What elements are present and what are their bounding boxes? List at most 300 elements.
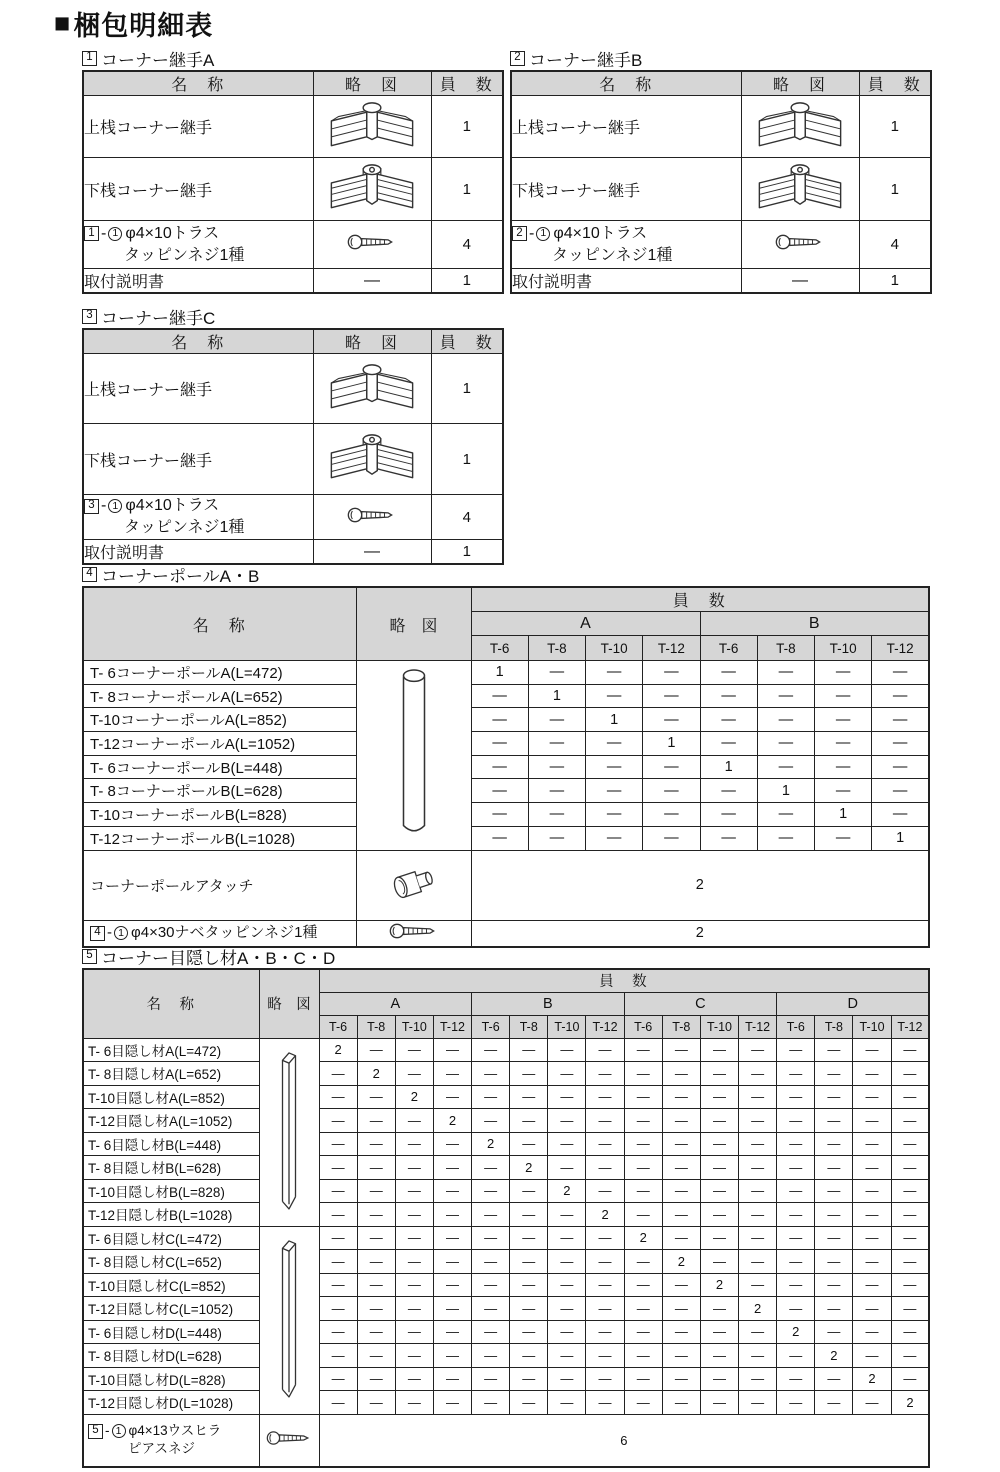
- qty-cell: —: [739, 1226, 777, 1250]
- hyphen: -: [529, 224, 535, 242]
- qty-cell: —: [872, 803, 929, 827]
- qty-cell: —: [815, 1179, 853, 1203]
- item-row: [83, 1273, 929, 1297]
- item-name-cell: T-10目隠し材D(L=828): [83, 1367, 259, 1391]
- qty-cell: —: [528, 803, 585, 827]
- qty-cell: —: [548, 1273, 586, 1297]
- item-name-cell: T- 6目隠し材D(L=448): [83, 1320, 259, 1344]
- sketch-cell: [356, 920, 471, 947]
- qty-cell: —: [739, 1250, 777, 1274]
- qty-cell: —: [643, 684, 700, 708]
- qty-cell: —: [891, 1203, 929, 1227]
- qty-cell: —: [319, 1179, 357, 1203]
- qty-cell: 1: [815, 803, 872, 827]
- item-name-cell: T-10目隠し材A(L=852): [83, 1085, 259, 1109]
- circled-number-icon: 1: [108, 499, 122, 513]
- qty-cell: —: [433, 1297, 471, 1321]
- qty-cell: —: [433, 1062, 471, 1086]
- qty-cell: —: [757, 708, 814, 732]
- qty-cell: 1: [859, 269, 931, 294]
- qty-cell: —: [471, 755, 528, 779]
- item-name: 取付説明書: [512, 274, 593, 291]
- qty-cell: —: [853, 1391, 891, 1415]
- qty-cell: —: [643, 708, 700, 732]
- column-header-name: 名 称: [83, 587, 356, 661]
- qty-cell: —: [357, 1156, 395, 1180]
- numbered-box-icon: 3: [84, 499, 99, 514]
- qty-cell: —: [739, 1085, 777, 1109]
- qty-cell: 1: [528, 684, 585, 708]
- qty-cell: —: [510, 1297, 548, 1321]
- table-label-text: コーナーポールA・B: [101, 566, 260, 586]
- item-row: [83, 1203, 929, 1227]
- qty-cell: —: [757, 684, 814, 708]
- size-header: T-6: [319, 1015, 357, 1038]
- qty-cell: —: [643, 803, 700, 827]
- sketch-cell: —: [313, 269, 431, 294]
- size-header: T-8: [757, 636, 814, 661]
- lower-corner-joint-icon: [754, 160, 846, 213]
- size-header: T-6: [472, 1015, 510, 1038]
- qty-cell: —: [586, 1062, 624, 1086]
- qty-cell: —: [357, 1109, 395, 1133]
- numbered-box-icon: 5: [88, 1424, 103, 1439]
- qty-cell: —: [624, 1156, 662, 1180]
- qty-cell: —: [777, 1085, 815, 1109]
- qty-cell: —: [472, 1109, 510, 1133]
- qty-cell: —: [510, 1132, 548, 1156]
- sketch-cell: [259, 1414, 319, 1467]
- qty-cell: —: [777, 1273, 815, 1297]
- sketch-cell: [741, 221, 859, 269]
- size-header: T-8: [662, 1015, 700, 1038]
- qty-cell: —: [510, 1273, 548, 1297]
- qty-cell: —: [586, 1250, 624, 1274]
- qty-cell: —: [510, 1226, 548, 1250]
- qty-cell: —: [891, 1132, 929, 1156]
- qty-cell: —: [395, 1320, 433, 1344]
- item-row: [83, 1156, 929, 1180]
- item-row: [83, 354, 503, 424]
- circled-number-icon: 1: [108, 227, 122, 241]
- qty-cell: —: [777, 1062, 815, 1086]
- qty-cell: —: [757, 732, 814, 756]
- qty-cell: —: [510, 1085, 548, 1109]
- qty-cell: —: [624, 1367, 662, 1391]
- qty-cell: —: [510, 1250, 548, 1274]
- table-label: [82, 564, 934, 584]
- qty-cell: 1: [859, 96, 931, 158]
- qty-cell: —: [624, 1344, 662, 1368]
- qty-cell: 4: [859, 221, 931, 269]
- qty-cell: —: [472, 1250, 510, 1274]
- qty-cell: —: [433, 1391, 471, 1415]
- size-header: T-8: [510, 1015, 548, 1038]
- item-name-cell: [511, 221, 741, 269]
- qty-cell: 2: [853, 1367, 891, 1391]
- qty-cell: —: [624, 1297, 662, 1321]
- upper-corner-joint-icon: [326, 98, 418, 151]
- qty-cell: —: [777, 1038, 815, 1062]
- qty-cell: —: [853, 1273, 891, 1297]
- item-name-cell: [511, 158, 741, 221]
- qty-cell: —: [586, 1297, 624, 1321]
- sketch-cell: [313, 354, 431, 424]
- qty-cell: —: [891, 1038, 929, 1062]
- qty-cell: —: [586, 1344, 624, 1368]
- qty-cell: —: [662, 1273, 700, 1297]
- qty-cell: —: [777, 1179, 815, 1203]
- qty-cell: —: [624, 1038, 662, 1062]
- item-name: φ4×10トラス: [553, 224, 648, 242]
- item-row: [83, 1062, 929, 1086]
- qty-cell: —: [700, 1156, 738, 1180]
- item-row: [83, 732, 929, 756]
- qty-cell: —: [891, 1062, 929, 1086]
- qty-cell: —: [510, 1203, 548, 1227]
- item-row: [83, 1226, 929, 1250]
- column-header-qty: 員 数: [319, 969, 929, 992]
- item-name-cell: [83, 540, 313, 565]
- item-row: [83, 1179, 929, 1203]
- item-name: 上桟コーナー継手: [512, 120, 641, 137]
- qty-cell: —: [395, 1132, 433, 1156]
- qty-cell: —: [700, 1038, 738, 1062]
- item-name-cell: T- 6コーナーポールB(L=448): [83, 755, 356, 779]
- size-header: T-12: [872, 636, 929, 661]
- blind-angle-icon: [276, 1044, 302, 1216]
- item-name-cell: T-12目隠し材D(L=1028): [83, 1391, 259, 1415]
- qty-cell: —: [319, 1391, 357, 1415]
- qty-cell: —: [815, 1085, 853, 1109]
- qty-cell: 2: [548, 1179, 586, 1203]
- qty-cell: —: [853, 1226, 891, 1250]
- table-label-text: コーナー継手A: [101, 50, 215, 70]
- qty-cell: —: [662, 1226, 700, 1250]
- item-name: 下桟コーナー継手: [84, 182, 213, 200]
- qty-cell: —: [700, 1226, 738, 1250]
- qty-cell: —: [624, 1085, 662, 1109]
- joint-table: [510, 70, 932, 294]
- qty-cell: —: [777, 1391, 815, 1415]
- numbered-box-icon: 5: [82, 949, 97, 964]
- qty-cell: —: [624, 1203, 662, 1227]
- table-label-text: コーナー目隠し材A・B・C・D: [101, 948, 336, 968]
- column-header-qty: 員 数: [471, 587, 929, 612]
- qty-cell: —: [433, 1344, 471, 1368]
- item-name-cell: T-12コーナーポールB(L=1028): [83, 826, 356, 850]
- qty-cell: —: [586, 1320, 624, 1344]
- qty-cell: —: [815, 661, 872, 685]
- qty-cell: 1: [431, 158, 503, 221]
- qty-cell: —: [433, 1250, 471, 1274]
- qty-cell: —: [586, 1273, 624, 1297]
- group-header: A: [319, 992, 472, 1015]
- qty-cell: —: [891, 1250, 929, 1274]
- qty-cell: —: [891, 1156, 929, 1180]
- numbered-box-icon: 4: [82, 567, 97, 582]
- item-row: [83, 540, 503, 565]
- qty-cell-merged: 2: [471, 850, 929, 920]
- qty-cell: —: [815, 1250, 853, 1274]
- qty-cell: —: [739, 1062, 777, 1086]
- qty-cell: —: [319, 1062, 357, 1086]
- item-name-cell: T-10コーナーポールA(L=852): [83, 708, 356, 732]
- item-row: [83, 1367, 929, 1391]
- qty-cell: —: [586, 1179, 624, 1203]
- qty-cell: —: [395, 1179, 433, 1203]
- qty-cell: —: [662, 1320, 700, 1344]
- qty-cell: —: [739, 1367, 777, 1391]
- table-label: [82, 306, 508, 326]
- item-name-line2: タッピンネジ1種: [552, 246, 673, 264]
- qty-cell: —: [586, 684, 643, 708]
- item-row: [83, 1320, 929, 1344]
- item-row: [83, 755, 929, 779]
- qty-cell: 2: [662, 1250, 700, 1274]
- qty-cell: —: [586, 1156, 624, 1180]
- item-row: [511, 221, 931, 269]
- item-name: コーナーポールアタッチ: [90, 877, 254, 895]
- item-row: [511, 269, 931, 294]
- size-header: T-12: [891, 1015, 929, 1038]
- pan-screw-icon: [389, 921, 439, 941]
- qty-cell: —: [777, 1344, 815, 1368]
- item-name: 上桟コーナー継手: [84, 382, 213, 399]
- qty-cell: —: [357, 1203, 395, 1227]
- qty-cell: —: [662, 1038, 700, 1062]
- qty-cell: —: [891, 1320, 929, 1344]
- qty-cell: —: [815, 1062, 853, 1086]
- qty-cell: —: [624, 1320, 662, 1344]
- qty-cell: —: [662, 1132, 700, 1156]
- qty-cell: —: [433, 1085, 471, 1109]
- qty-cell: 1: [431, 540, 503, 565]
- qty-cell: 2: [891, 1391, 929, 1415]
- qty-cell: —: [757, 755, 814, 779]
- item-row: [83, 803, 929, 827]
- qty-cell: —: [739, 1344, 777, 1368]
- numbered-box-icon: 1: [84, 226, 99, 241]
- qty-cell: —: [586, 732, 643, 756]
- qty-cell: —: [548, 1156, 586, 1180]
- qty-cell: —: [700, 779, 757, 803]
- qty-cell: —: [395, 1391, 433, 1415]
- qty-cell: —: [586, 1226, 624, 1250]
- pole-attach-icon: [387, 861, 441, 905]
- qty-cell: —: [319, 1109, 357, 1133]
- qty-cell-merged: 2: [471, 920, 929, 947]
- size-header: T-12: [643, 636, 700, 661]
- qty-cell: —: [528, 755, 585, 779]
- qty-cell: 2: [586, 1203, 624, 1227]
- circled-number-icon: 1: [114, 926, 128, 940]
- lower-corner-joint-icon: [326, 430, 418, 483]
- qty-cell: —: [815, 1320, 853, 1344]
- qty-cell: —: [643, 779, 700, 803]
- qty-cell: 1: [700, 755, 757, 779]
- qty-cell: —: [700, 708, 757, 732]
- qty-cell: —: [662, 1344, 700, 1368]
- attach-row: [83, 850, 929, 920]
- circled-number-icon: 1: [536, 227, 550, 241]
- item-name-cell: T- 8目隠し材A(L=652): [83, 1062, 259, 1086]
- qty-cell: —: [433, 1179, 471, 1203]
- qty-cell: —: [624, 1391, 662, 1415]
- item-name: φ4×13ウスヒラ: [128, 1423, 222, 1439]
- qty-cell: —: [700, 803, 757, 827]
- qty-cell: —: [815, 1273, 853, 1297]
- qty-cell: —: [891, 1297, 929, 1321]
- sketch-cell: [313, 96, 431, 158]
- qty-cell: —: [586, 826, 643, 850]
- qty-cell: —: [395, 1367, 433, 1391]
- qty-cell: —: [586, 661, 643, 685]
- column-header-sketch: 略 図: [259, 969, 319, 1038]
- qty-cell: —: [624, 1109, 662, 1133]
- qty-cell: —: [528, 826, 585, 850]
- item-row: [511, 96, 931, 158]
- qty-cell: —: [319, 1203, 357, 1227]
- qty-cell: —: [662, 1391, 700, 1415]
- qty-cell: —: [510, 1062, 548, 1086]
- truss-screw-icon: [775, 232, 825, 252]
- joint-table: [82, 328, 504, 565]
- item-name-cell: [511, 269, 741, 294]
- qty-cell: —: [357, 1297, 395, 1321]
- qty-cell: —: [357, 1085, 395, 1109]
- qty-cell: —: [395, 1109, 433, 1133]
- numbered-box-icon: 2: [512, 226, 527, 241]
- size-header: T-12: [739, 1015, 777, 1038]
- qty-cell: —: [357, 1344, 395, 1368]
- table-label: [510, 48, 936, 68]
- qty-cell: —: [891, 1226, 929, 1250]
- qty-cell: 1: [643, 732, 700, 756]
- qty-cell: —: [510, 1038, 548, 1062]
- item-row: [83, 1085, 929, 1109]
- group-header: B: [472, 992, 625, 1015]
- qty-cell: —: [472, 1038, 510, 1062]
- sketch-cell: —: [313, 540, 431, 565]
- qty-cell: —: [510, 1320, 548, 1344]
- qty-cell: —: [815, 1391, 853, 1415]
- column-header-name: 名 称: [83, 329, 313, 354]
- qty-cell: 1: [431, 354, 503, 424]
- qty-cell: —: [700, 1344, 738, 1368]
- column-header-qty: 員 数: [431, 71, 503, 96]
- qty-cell: —: [357, 1250, 395, 1274]
- qty-cell: 2: [700, 1273, 738, 1297]
- qty-cell: —: [395, 1203, 433, 1227]
- column-header-qty: 員 数: [859, 71, 931, 96]
- blind-angle-icon: [276, 1232, 302, 1404]
- qty-cell: —: [700, 1085, 738, 1109]
- qty-cell: —: [433, 1226, 471, 1250]
- size-header: T-6: [700, 636, 757, 661]
- item-name-line2: タッピンネジ1種: [124, 246, 245, 264]
- qty-cell: 1: [859, 158, 931, 221]
- qty-cell: —: [548, 1203, 586, 1227]
- hyphen: -: [101, 224, 107, 242]
- qty-cell: —: [739, 1179, 777, 1203]
- item-row: [83, 684, 929, 708]
- size-header: T-10: [548, 1015, 586, 1038]
- sketch-cell: [259, 1226, 319, 1414]
- column-header-qty: 員 数: [431, 329, 503, 354]
- qty-cell: —: [815, 684, 872, 708]
- qty-cell: —: [433, 1132, 471, 1156]
- qty-cell: —: [643, 755, 700, 779]
- item-row: [511, 158, 931, 221]
- qty-cell: 2: [395, 1085, 433, 1109]
- sketch-cell: [356, 661, 471, 851]
- column-header-sketch: 略 図: [356, 587, 471, 661]
- item-name-cell: [83, 495, 313, 540]
- item-name-line2: タッピンネジ1種: [124, 519, 245, 536]
- qty-cell: —: [700, 684, 757, 708]
- qty-cell: —: [586, 1109, 624, 1133]
- qty-cell: 1: [431, 96, 503, 158]
- upper-corner-joint-icon: [326, 360, 418, 413]
- item-name-cell: T-12コーナーポールA(L=1052): [83, 732, 356, 756]
- item-row: [83, 1109, 929, 1133]
- qty-cell: —: [472, 1273, 510, 1297]
- qty-cell: —: [700, 1250, 738, 1274]
- qty-cell: —: [757, 826, 814, 850]
- numbered-box-icon: 4: [90, 926, 105, 941]
- qty-cell: —: [548, 1226, 586, 1250]
- size-header: T-10: [815, 636, 872, 661]
- qty-cell: —: [739, 1038, 777, 1062]
- qty-cell: —: [319, 1132, 357, 1156]
- qty-cell: —: [853, 1320, 891, 1344]
- qty-cell: —: [586, 1391, 624, 1415]
- item-name-cell: [511, 96, 741, 158]
- qty-cell: —: [815, 1109, 853, 1133]
- qty-cell: —: [624, 1132, 662, 1156]
- item-name-cell: [83, 269, 313, 294]
- item-name-cell: T-10コーナーポールB(L=828): [83, 803, 356, 827]
- item-name: 下桟コーナー継手: [84, 452, 213, 470]
- qty-cell: —: [700, 826, 757, 850]
- qty-cell: —: [357, 1320, 395, 1344]
- page-title: [54, 4, 213, 43]
- qty-cell: —: [319, 1297, 357, 1321]
- item-row: [83, 1391, 929, 1415]
- qty-cell: —: [853, 1109, 891, 1133]
- item-name-cell: [83, 96, 313, 158]
- qty-cell: —: [357, 1367, 395, 1391]
- qty-cell: —: [548, 1391, 586, 1415]
- size-header: T-8: [357, 1015, 395, 1038]
- sketch-cell: [356, 850, 471, 920]
- qty-cell: —: [586, 803, 643, 827]
- qty-cell: —: [815, 732, 872, 756]
- t5: [82, 968, 930, 1468]
- qty-cell: —: [853, 1250, 891, 1274]
- group-header: A: [471, 612, 700, 636]
- qty-cell: —: [700, 732, 757, 756]
- qty-cell: —: [891, 1085, 929, 1109]
- qty-cell: —: [472, 1226, 510, 1250]
- qty-cell: —: [643, 826, 700, 850]
- joint-table-block: [82, 306, 508, 565]
- qty-cell: 2: [319, 1038, 357, 1062]
- qty-cell: 2: [777, 1320, 815, 1344]
- qty-cell: —: [700, 1391, 738, 1415]
- hyphen: -: [105, 1423, 110, 1439]
